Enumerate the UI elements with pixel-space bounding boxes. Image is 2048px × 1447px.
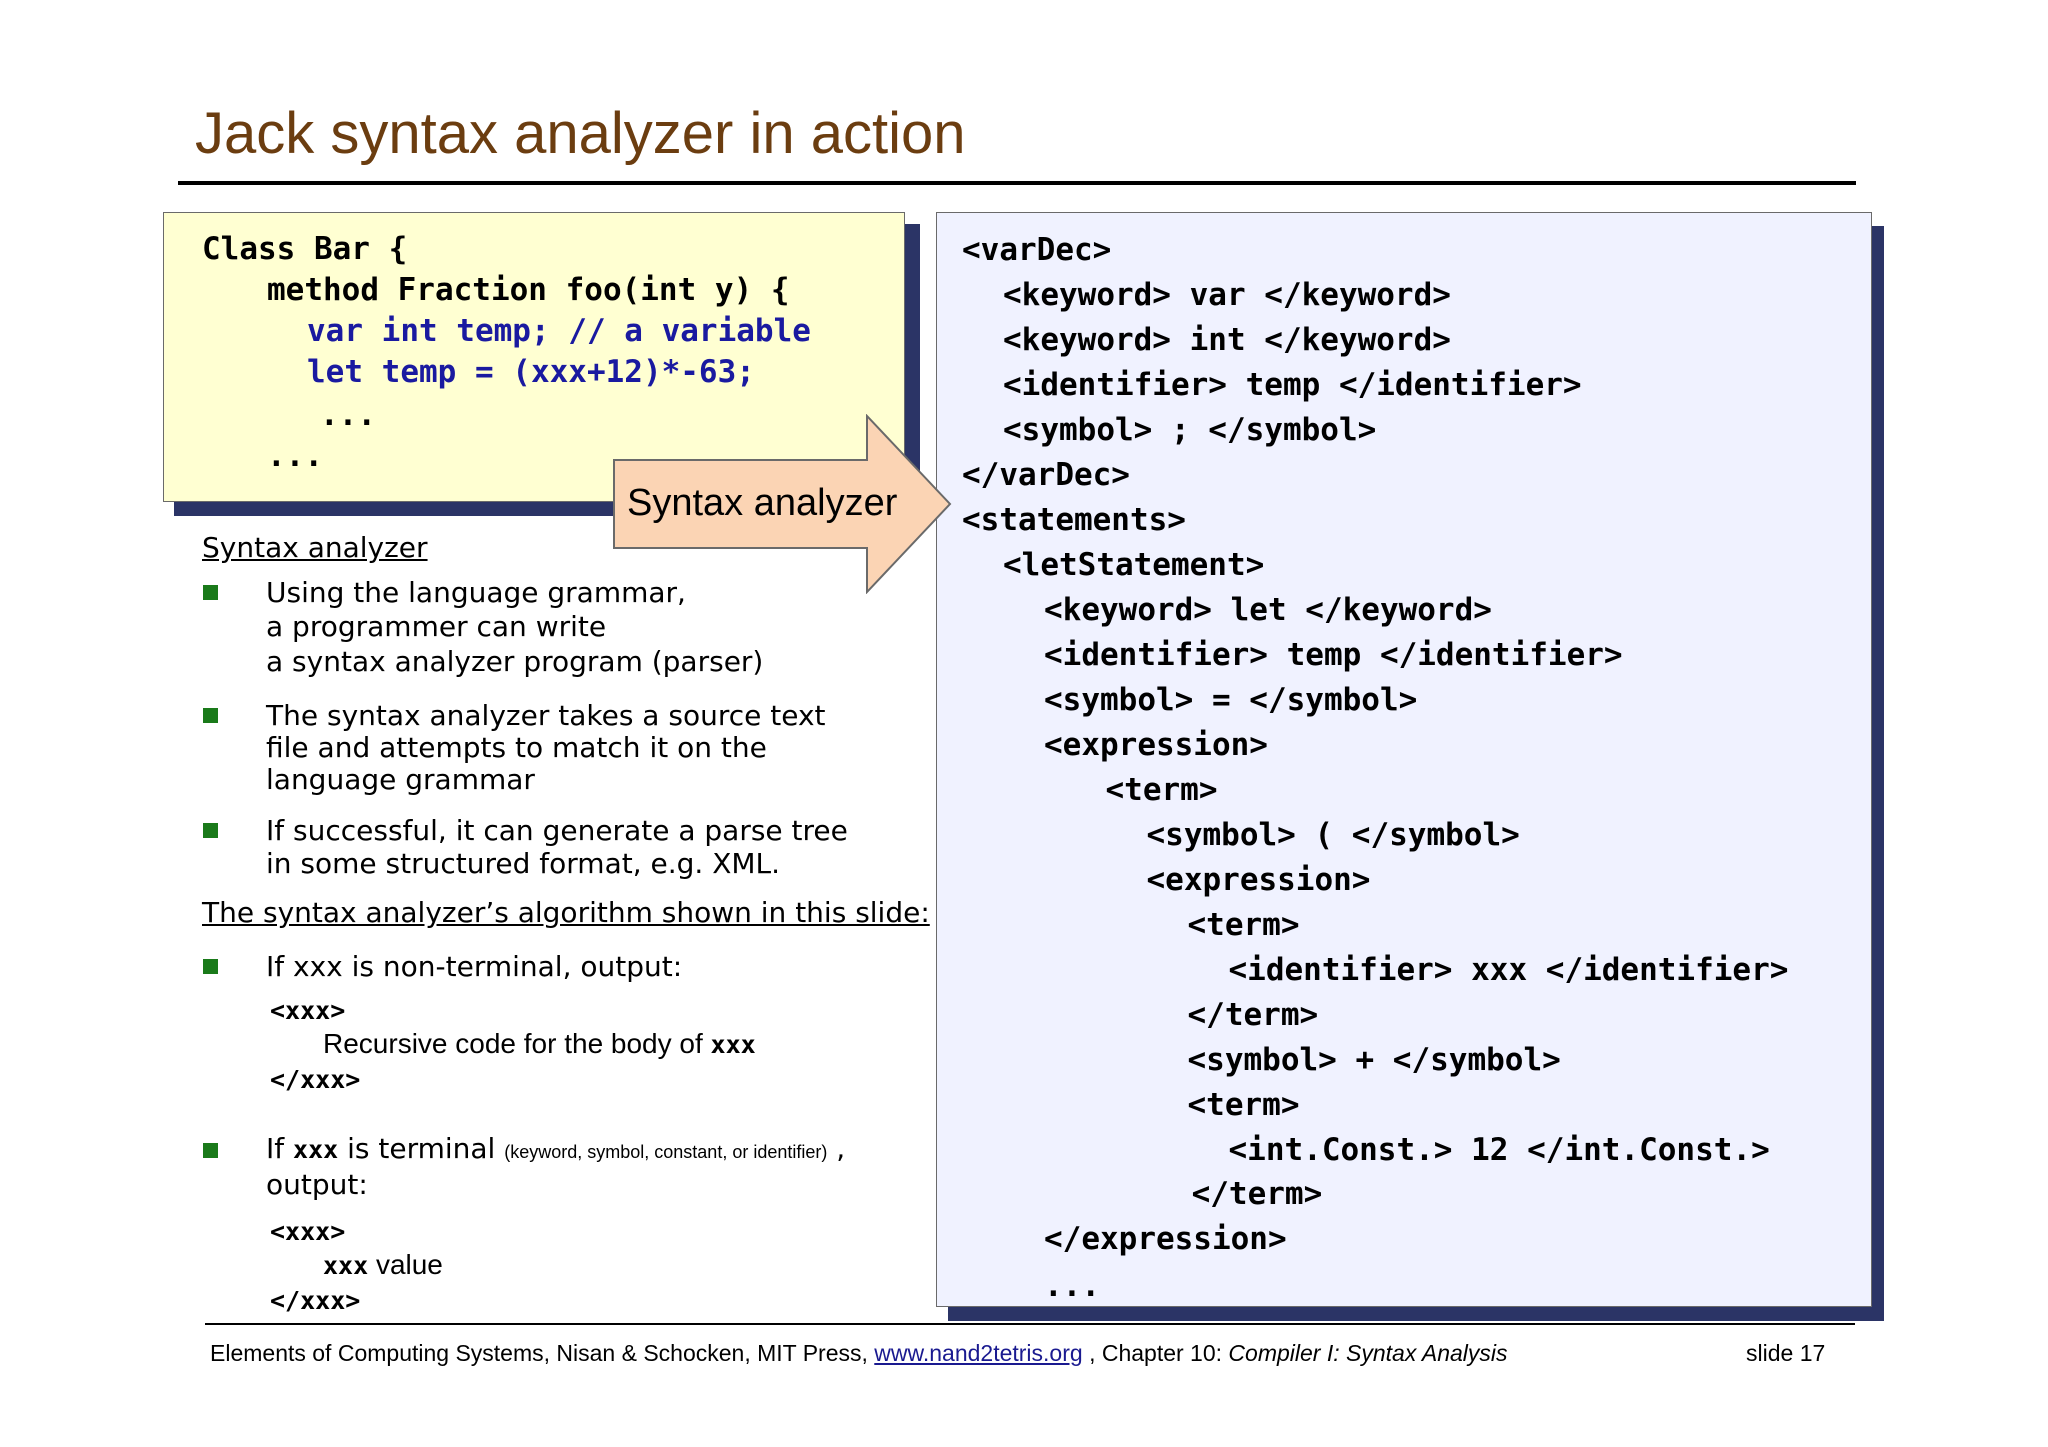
footer-text: Elements of Computing Systems, Nisan & Schocken, MIT Press, (210, 1340, 868, 1366)
xml-line: <term> (1187, 907, 1300, 943)
code-line: ... (267, 438, 323, 474)
bullet-text: in some structured format, e.g. XML. (266, 847, 781, 880)
bullet-text: a programmer can write (266, 610, 607, 643)
nonterminal-body (323, 1028, 756, 1060)
slide-title: Jack syntax analyzer in action (195, 101, 966, 166)
bullet-text: Using the language grammar, (266, 576, 686, 609)
nonterminal-close-tag: </xxx> (270, 1065, 361, 1094)
code-line: method Fraction foo(int y) { (267, 272, 790, 308)
terminal-body-code: xxx (323, 1251, 369, 1280)
xml-line: </term> (1191, 1176, 1323, 1212)
terminal-open-tag: <xxx> (270, 1217, 346, 1246)
bullet-text: The syntax analyzer takes a source text (266, 699, 826, 732)
bullet-square-icon (203, 1143, 218, 1158)
terminal-prefix: If (266, 1132, 285, 1165)
xml-line: <symbol> ; </symbol> (1003, 412, 1377, 448)
xml-line: </expression> (1044, 1221, 1287, 1257)
xml-line: <keyword> int </keyword> (1003, 322, 1451, 358)
title-divider (178, 181, 1856, 185)
section-heading: The syntax analyzer’s algorithm shown in this slide: (202, 896, 930, 929)
footer-chapter-title: Compiler I: Syntax Analysis (1228, 1340, 1508, 1366)
bullet-square-icon (203, 959, 218, 974)
xml-line: <keyword> var </keyword> (1003, 277, 1451, 313)
bullet-text: output: (266, 1168, 368, 1201)
terminal-code: xxx (293, 1135, 339, 1164)
xml-line: <expression> (1146, 862, 1371, 898)
xml-line: <statements> (962, 502, 1186, 538)
bullet-text: If xxx is non-terminal, output: (266, 950, 683, 983)
xml-line: </varDec> (962, 457, 1130, 493)
code-line: Class Bar { (202, 231, 408, 267)
xml-line: <expression> (1044, 727, 1268, 763)
footer-chapter: , Chapter 10: (1089, 1340, 1223, 1366)
xml-line: <symbol> = </symbol> (1044, 682, 1418, 718)
terminal-close-tag: </xxx> (270, 1286, 361, 1315)
xml-line: <letStatement> (1003, 547, 1265, 583)
footer-link[interactable]: www.nand2tetris.org (874, 1340, 1083, 1366)
nonterminal-open-tag: <xxx> (270, 996, 346, 1025)
bullet-square-icon (203, 708, 218, 723)
xml-line: <identifier> temp </identifier> (1003, 367, 1582, 403)
xml-line: <symbol> + </symbol> (1187, 1042, 1561, 1078)
terminal-body (323, 1249, 443, 1281)
bullet-text: file and attempts to match it on the (266, 731, 767, 764)
bullet-square-icon (203, 823, 218, 838)
xml-line: <symbol> ( </symbol> (1146, 817, 1520, 853)
xml-line: <keyword> let </keyword> (1044, 592, 1492, 628)
terminal-body-text: value (375, 1249, 443, 1280)
bullet-text (266, 1132, 845, 1165)
bullet-text: language grammar (266, 763, 535, 796)
code-line: let temp = (xxx+12)*-63; (307, 354, 755, 390)
slide-number: slide 17 (1746, 1340, 1826, 1366)
nonterminal-body-code: xxx (710, 1030, 756, 1059)
xml-line: </term> (1187, 997, 1319, 1033)
bullet-text: If successful, it can generate a parse tree (266, 814, 848, 847)
xml-line: <term> (1105, 772, 1218, 808)
section-heading: Syntax analyzer (202, 531, 428, 564)
xml-line: <identifier> xxx </identifier> (1228, 952, 1789, 988)
footer-credit (210, 1340, 1508, 1367)
bullet-square-icon (203, 585, 218, 600)
code-line: ... (320, 397, 376, 433)
terminal-mid: is terminal (347, 1132, 496, 1165)
code-line: var int temp; // a variable (307, 313, 811, 349)
xml-line: <term> (1187, 1087, 1300, 1123)
xml-line: <int.Const.> 12 </int.Const.> (1228, 1132, 1770, 1168)
bullet-text: a syntax analyzer program (parser) (266, 645, 764, 678)
xml-line: ... (1044, 1268, 1100, 1304)
terminal-comma: , (836, 1132, 846, 1165)
nonterminal-body-text: Recursive code for the body of (323, 1028, 703, 1059)
arrow-label: Syntax analyzer (627, 482, 898, 524)
footer-divider (205, 1323, 1855, 1325)
terminal-note: (keyword, symbol, constant, or identifier) (504, 1142, 828, 1162)
xml-line: <varDec> (962, 232, 1112, 268)
xml-line: <identifier> temp </identifier> (1044, 637, 1623, 673)
